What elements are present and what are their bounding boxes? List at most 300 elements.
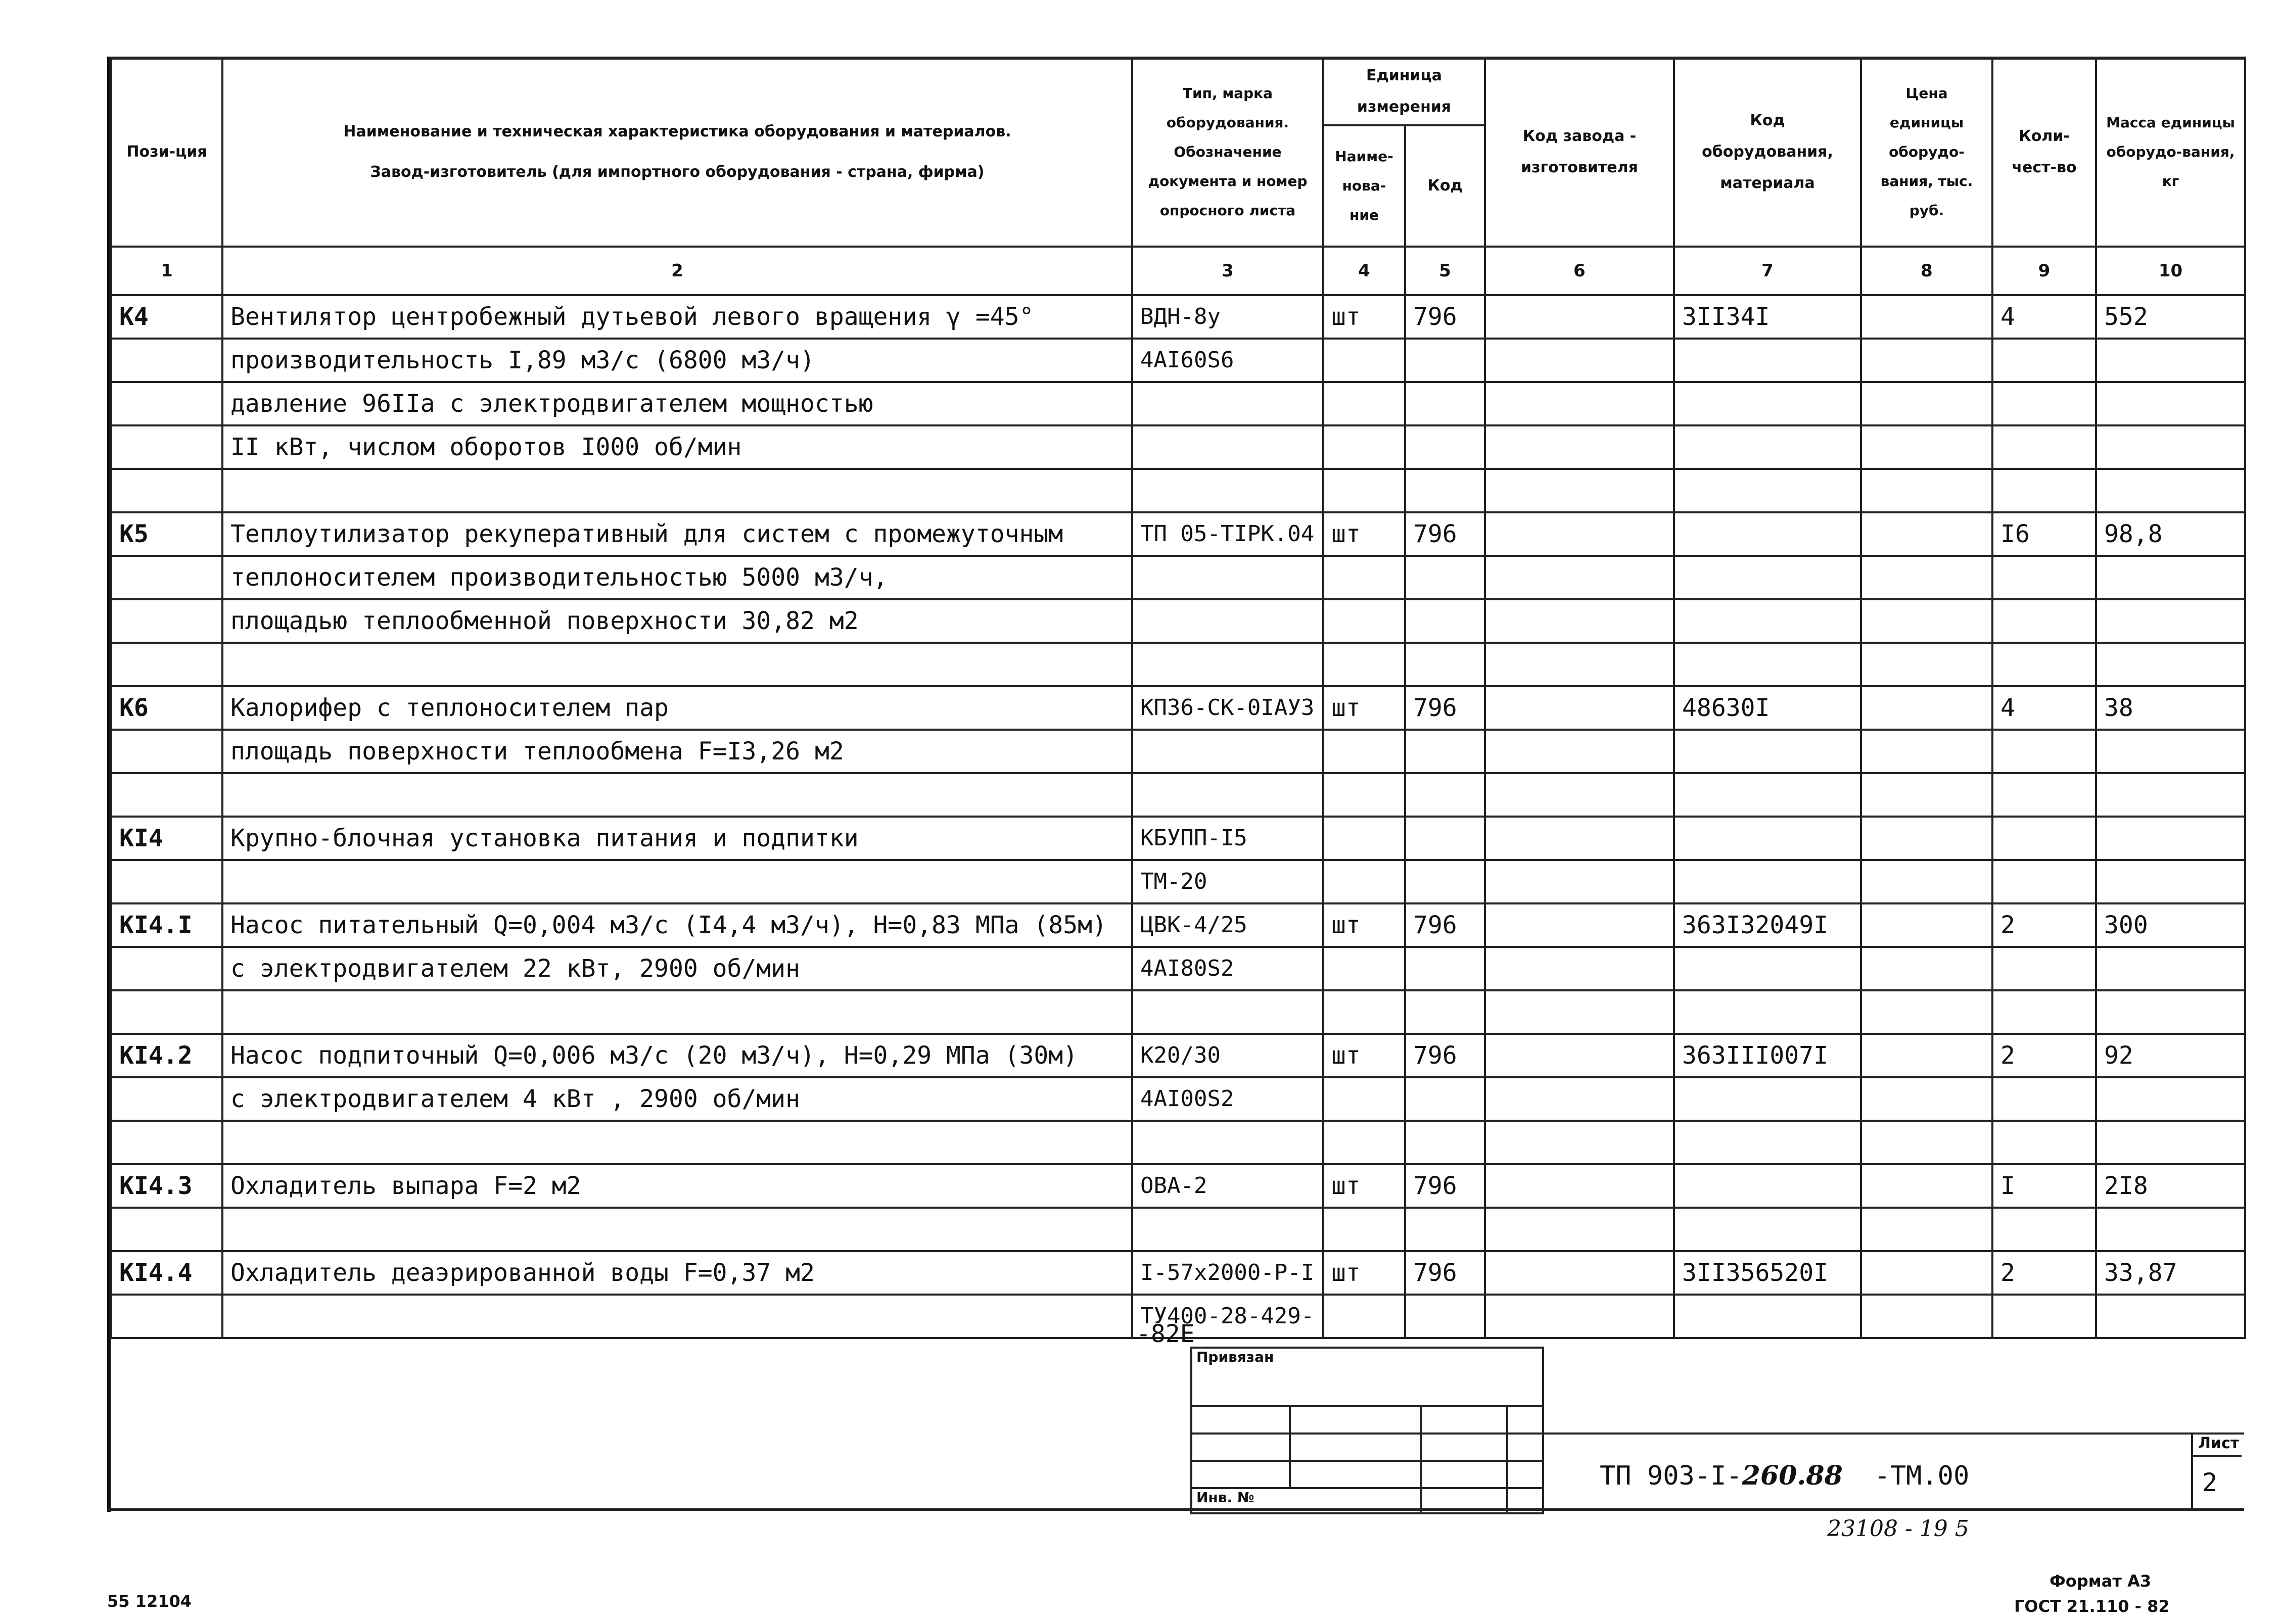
cell-factory-code [1485,1121,1674,1164]
cell-unit-code: 796 [1405,1164,1485,1208]
cell-factory-code [1485,730,1674,773]
cell-mass [2096,1208,2245,1251]
cell-price [1861,295,1992,339]
sheet-label: Лист [2198,1435,2240,1452]
cell-unit-code: 796 [1405,903,1485,947]
table-row [111,382,2245,425]
cell-mass [2096,556,2245,599]
cell-type: ВДН-8у [1132,295,1323,339]
cell-quantity [1992,860,2096,903]
header-price-text: Цена единицы оборудо-вания, тыс. руб. [1880,85,1973,219]
format-label: Формат А3 [2050,1571,2152,1591]
header-unit-name-text: Наиме-нова-ние [1335,148,1393,223]
cell-equipment-code: 363I32049I [1674,903,1861,947]
header-unit: Единица измерения [1323,58,1485,125]
cell-type: ОВА-2 [1132,1164,1323,1208]
specification-body [111,295,2245,1338]
cell-quantity [1992,1295,2096,1338]
type-continuation: -82Е [1136,1320,1195,1348]
sheet-box-divider [2191,1455,2242,1457]
cell-unit-code: 796 [1405,295,1485,339]
cell-name: давление 96IIа с электродвигателем мощностью [222,382,1132,425]
cell-type: КП36-СК-0IАУ3 [1132,686,1323,730]
cell-unit [1323,1208,1405,1251]
cell-unit-code [1405,730,1485,773]
cell-mass [2096,947,2245,990]
cell-price [1861,990,1992,1034]
cell-factory-code [1485,469,1674,512]
left-number: 55 12104 [107,1592,192,1611]
designation-suffix: -ТМ.00 [1874,1461,1970,1491]
cell-position [111,556,222,599]
cell-unit [1323,730,1405,773]
cell-price [1861,1121,1992,1164]
cell-mass [2096,990,2245,1034]
cell-position [111,1208,222,1251]
cell-factory-code [1485,643,1674,686]
column-number: 4 [1323,247,1405,295]
cell-name: с электродвигателем 4 кВт , 2900 об/мин [222,1077,1132,1121]
cell-equipment-code [1674,512,1861,556]
cell-equipment-code [1674,1077,1861,1121]
stamp-inv-label: Инв. № [1191,1488,1421,1513]
cell-unit-code: 796 [1405,686,1485,730]
cell-mass [2096,860,2245,903]
header-unit-name [1323,125,1405,247]
cell-type: I-57x2000-P-I [1132,1251,1323,1295]
cell-factory-code [1485,1251,1674,1295]
cell-name: II кВт, числом оборотов I000 об/мин [222,425,1132,469]
cell-name: Насос подпиточный Q=0,006 м3/с (20 м3/ч), Н=0,29 МПа (30м) [222,1034,1132,1077]
cell-price [1861,1295,1992,1338]
cell-position: К5 [111,512,222,556]
designation-handwritten: 260.88 [1742,1460,1843,1491]
cell-equipment-code [1674,643,1861,686]
gost-label: ГОСТ 21.110 - 82 [2014,1597,2170,1616]
cell-equipment-code: 363III007I [1674,1034,1861,1077]
cell-price [1861,860,1992,903]
cell-type [1132,599,1323,643]
cell-equipment-code [1674,425,1861,469]
cell-equipment-code [1674,599,1861,643]
cell-quantity: I [1992,1164,2096,1208]
cell-equipment-code [1674,990,1861,1034]
cell-equipment-code: 3II34I [1674,295,1861,339]
header-unit-code: Код [1405,125,1485,247]
cell-position: К6 [111,686,222,730]
cell-mass [2096,425,2245,469]
cell-factory-code [1485,1208,1674,1251]
cell-position: КI4.I [111,903,222,947]
cell-quantity: 4 [1992,686,2096,730]
cell-position [111,1295,222,1338]
cell-name: площадь поверхности теплообмена F=I3,26 м2 [222,730,1132,773]
cell-price [1861,469,1992,512]
cell-price [1861,686,1992,730]
cell-type [1132,643,1323,686]
cell-price [1861,1034,1992,1077]
cell-quantity [1992,730,2096,773]
cell-unit-code [1405,599,1485,643]
table-row [111,1208,2245,1251]
cell-unit-code [1405,1121,1485,1164]
cell-factory-code [1485,512,1674,556]
table-row [111,1077,2245,1121]
cell-price [1861,1251,1992,1295]
cell-name: Охладитель деаэрированной воды F=0,37 м2 [222,1251,1132,1295]
cell-name [222,773,1132,817]
cell-name: Крупно-блочная установка питания и подпитки [222,817,1132,860]
header-name-line1: Наименование и техническая характеристика оборудования и материалов. [343,123,1011,140]
cell-mass [2096,599,2245,643]
cell-unit [1323,599,1405,643]
cell-price [1861,339,1992,382]
cell-unit-code [1405,469,1485,512]
document-designation [1600,1460,1969,1491]
cell-unit [1323,425,1405,469]
table-row [111,686,2245,730]
cell-type: ТМ-20 [1132,860,1323,903]
cell-quantity [1992,643,2096,686]
stamp-attached-label: Привязан [1191,1348,1543,1406]
cell-equipment-code [1674,730,1861,773]
cell-mass: 33,87 [2096,1251,2245,1295]
cell-type [1132,556,1323,599]
cell-unit-code [1405,556,1485,599]
cell-unit-code [1405,947,1485,990]
table-row [111,817,2245,860]
cell-unit: шт [1323,686,1405,730]
cell-name: с электродвигателем 22 кВт, 2900 об/мин [222,947,1132,990]
table-row [111,730,2245,773]
cell-type [1132,469,1323,512]
cell-name [222,469,1132,512]
cell-factory-code [1485,947,1674,990]
header-equipment-code: Код оборудования, материала [1674,58,1861,247]
cell-unit [1323,1121,1405,1164]
header-mass [2096,58,2245,247]
column-number: 10 [2096,247,2245,295]
cell-factory-code [1485,903,1674,947]
cell-quantity: 4 [1992,295,2096,339]
sheet-bottom-border [107,1508,2244,1511]
cell-mass: 92 [2096,1034,2245,1077]
cell-name [222,860,1132,903]
cell-position [111,1121,222,1164]
cell-unit-code [1405,339,1485,382]
header-price [1861,58,1992,247]
designation-prefix: ТП 903-I- [1600,1461,1742,1491]
table-row [111,947,2245,990]
cell-position [111,599,222,643]
cell-factory-code [1485,1295,1674,1338]
attachment-stamp [1190,1347,1544,1514]
cell-factory-code [1485,295,1674,339]
header-position: Пози-ция [111,58,222,247]
cell-unit-code [1405,860,1485,903]
cell-factory-code [1485,382,1674,425]
cell-factory-code [1485,990,1674,1034]
column-number: 6 [1485,247,1674,295]
cell-price [1861,599,1992,643]
cell-factory-code [1485,686,1674,730]
cell-quantity [1992,947,2096,990]
cell-price [1861,382,1992,425]
cell-type [1132,425,1323,469]
column-number: 8 [1861,247,1992,295]
cell-type: 4AI80S2 [1132,947,1323,990]
cell-position [111,382,222,425]
cell-quantity [1992,425,2096,469]
specification-table [110,57,2246,1339]
cell-factory-code [1485,599,1674,643]
column-number: 7 [1674,247,1861,295]
cell-unit-code [1405,1295,1485,1338]
cell-quantity [1992,990,2096,1034]
cell-unit [1323,643,1405,686]
cell-unit: шт [1323,1164,1405,1208]
column-number: 9 [1992,247,2096,295]
cell-quantity: 2 [1992,1251,2096,1295]
cell-price [1861,947,1992,990]
cell-factory-code [1485,1077,1674,1121]
header-type [1132,58,1323,247]
cell-equipment-code [1674,1295,1861,1338]
cell-type: К20/30 [1132,1034,1323,1077]
header-mass-text: Масса единицы оборудо-вания, кг [2106,114,2235,189]
cell-position [111,990,222,1034]
cell-unit: шт [1323,1034,1405,1077]
cell-name: Охладитель выпара F=2 м2 [222,1164,1132,1208]
cell-unit-code [1405,382,1485,425]
stamp-cell [1191,1461,1290,1488]
cell-price [1861,817,1992,860]
cell-type: 4AI00S2 [1132,1077,1323,1121]
table-row [111,1164,2245,1208]
cell-position [111,339,222,382]
column-number: 2 [222,247,1132,295]
cell-quantity [1992,1077,2096,1121]
table-row [111,1121,2245,1164]
stamp-cell [1290,1461,1421,1488]
cell-unit-code [1405,817,1485,860]
table-row [111,512,2245,556]
cell-mass: 98,8 [2096,512,2245,556]
cell-type [1132,773,1323,817]
cell-unit-code [1405,990,1485,1034]
stamp-cell [1507,1461,1543,1488]
cell-unit-code: 796 [1405,1034,1485,1077]
cell-price [1861,1208,1992,1251]
cell-unit: шт [1323,1251,1405,1295]
cell-quantity: 2 [1992,903,2096,947]
cell-name: теплоносителем производительностью 5000 м3/ч, [222,556,1132,599]
header-factory-code: Код завода - изготовителя [1485,58,1674,247]
cell-mass: 38 [2096,686,2245,730]
cell-quantity [1992,773,2096,817]
cell-mass [2096,730,2245,773]
cell-unit-code [1405,1208,1485,1251]
cell-equipment-code [1674,556,1861,599]
header-row [111,58,2245,125]
cell-unit [1323,339,1405,382]
table-row [111,295,2245,339]
cell-factory-code [1485,425,1674,469]
cell-unit [1323,556,1405,599]
stamp-cell [1421,1434,1507,1461]
cell-equipment-code [1674,1164,1861,1208]
cell-equipment-code [1674,339,1861,382]
stamp-cell [1421,1461,1507,1488]
table-row [111,469,2245,512]
cell-mass [2096,382,2245,425]
cell-position: К4 [111,295,222,339]
table-row [111,903,2245,947]
cell-unit: шт [1323,903,1405,947]
cell-position: КI4.3 [111,1164,222,1208]
cell-price [1861,773,1992,817]
cell-quantity [1992,382,2096,425]
cell-quantity [1992,599,2096,643]
table-row [111,425,2245,469]
cell-price [1861,556,1992,599]
cell-mass: 300 [2096,903,2245,947]
cell-factory-code [1485,1164,1674,1208]
cell-price [1861,512,1992,556]
cell-type: КБУПП-I5 [1132,817,1323,860]
cell-factory-code [1485,556,1674,599]
cell-unit-code [1405,643,1485,686]
header-name [222,58,1132,247]
cell-unit [1323,947,1405,990]
cell-unit [1323,817,1405,860]
cell-position: КI4.2 [111,1034,222,1077]
header-type-text: Тип, марка оборудования. Обозначение документа и номер опросного листа [1148,85,1308,219]
cell-price [1861,903,1992,947]
cell-name: площадью теплообменной поверхности 30,82 м2 [222,599,1132,643]
cell-price [1861,643,1992,686]
cell-price [1861,425,1992,469]
cell-type [1132,730,1323,773]
table-row [111,339,2245,382]
column-number: 5 [1405,247,1485,295]
cell-mass: 552 [2096,295,2245,339]
cell-position [111,425,222,469]
cell-unit [1323,469,1405,512]
cell-type: ЦВК-4/25 [1132,903,1323,947]
cell-type: 4AI60S6 [1132,339,1323,382]
cell-equipment-code [1674,947,1861,990]
stamp-cell [1421,1406,1507,1434]
cell-factory-code [1485,1034,1674,1077]
inventory-number: 23108 - 19 5 [1827,1516,1969,1542]
cell-mass [2096,1077,2245,1121]
sheet-number-box [2191,1432,2244,1508]
cell-unit: шт [1323,512,1405,556]
stamp-cell [1290,1434,1421,1461]
header-quantity: Коли-чест-во [1992,58,2096,247]
stamp-cell [1191,1434,1290,1461]
cell-position [111,469,222,512]
cell-mass: 2I8 [2096,1164,2245,1208]
cell-unit-code: 796 [1405,1251,1485,1295]
cell-name [222,990,1132,1034]
cell-unit [1323,382,1405,425]
cell-name [222,1208,1132,1251]
cell-name: Насос питательный Q=0,004 м3/с (I4,4 м3/ч), Н=0,83 МПа (85м) [222,903,1132,947]
cell-type [1132,1208,1323,1251]
cell-type [1132,1121,1323,1164]
table-row [111,643,2245,686]
cell-equipment-code [1674,1121,1861,1164]
table-row [111,556,2245,599]
stamp-cell [1290,1406,1421,1434]
sheet-number: 2 [2202,1468,2218,1497]
cell-type: ТУ400-28-429- [1132,1295,1323,1338]
cell-position: КI4.4 [111,1251,222,1295]
cell-price [1861,1077,1992,1121]
stamp-cell [1507,1406,1543,1434]
stamp-cell [1191,1406,1290,1434]
cell-position [111,1077,222,1121]
cell-quantity [1992,1121,2096,1164]
cell-position [111,860,222,903]
cell-position: КI4 [111,817,222,860]
cell-equipment-code [1674,860,1861,903]
cell-unit [1323,1077,1405,1121]
cell-equipment-code [1674,817,1861,860]
cell-mass [2096,469,2245,512]
cell-mass [2096,773,2245,817]
table-row [111,860,2245,903]
cell-price [1861,1164,1992,1208]
cell-quantity [1992,817,2096,860]
cell-unit [1323,1295,1405,1338]
cell-unit: шт [1323,295,1405,339]
cell-equipment-code: 48630I [1674,686,1861,730]
cell-quantity [1992,469,2096,512]
cell-equipment-code [1674,773,1861,817]
cell-equipment-code: 3II356520I [1674,1251,1861,1295]
cell-quantity [1992,1208,2096,1251]
column-number: 1 [111,247,222,295]
cell-unit [1323,773,1405,817]
cell-name [222,1121,1132,1164]
cell-position [111,730,222,773]
cell-factory-code [1485,339,1674,382]
cell-quantity: 2 [1992,1034,2096,1077]
cell-name: производительность I,89 м3/с (6800 м3/ч) [222,339,1132,382]
cell-quantity [1992,556,2096,599]
table-row [111,773,2245,817]
cell-mass [2096,339,2245,382]
cell-mass [2096,643,2245,686]
cell-name: Теплоутилизатор рекуперативный для систем с промежуточным [222,512,1132,556]
cell-unit-code [1405,425,1485,469]
cell-position [111,643,222,686]
table-row [111,1251,2245,1295]
cell-equipment-code [1674,382,1861,425]
cell-equipment-code [1674,469,1861,512]
cell-mass [2096,1295,2245,1338]
cell-unit [1323,860,1405,903]
cell-unit [1323,990,1405,1034]
header-name-line2: Завод-изготовитель (для импортного оборудования - страна, фирма) [370,163,985,181]
cell-factory-code [1485,817,1674,860]
cell-factory-code [1485,773,1674,817]
cell-quantity [1992,339,2096,382]
cell-name [222,643,1132,686]
